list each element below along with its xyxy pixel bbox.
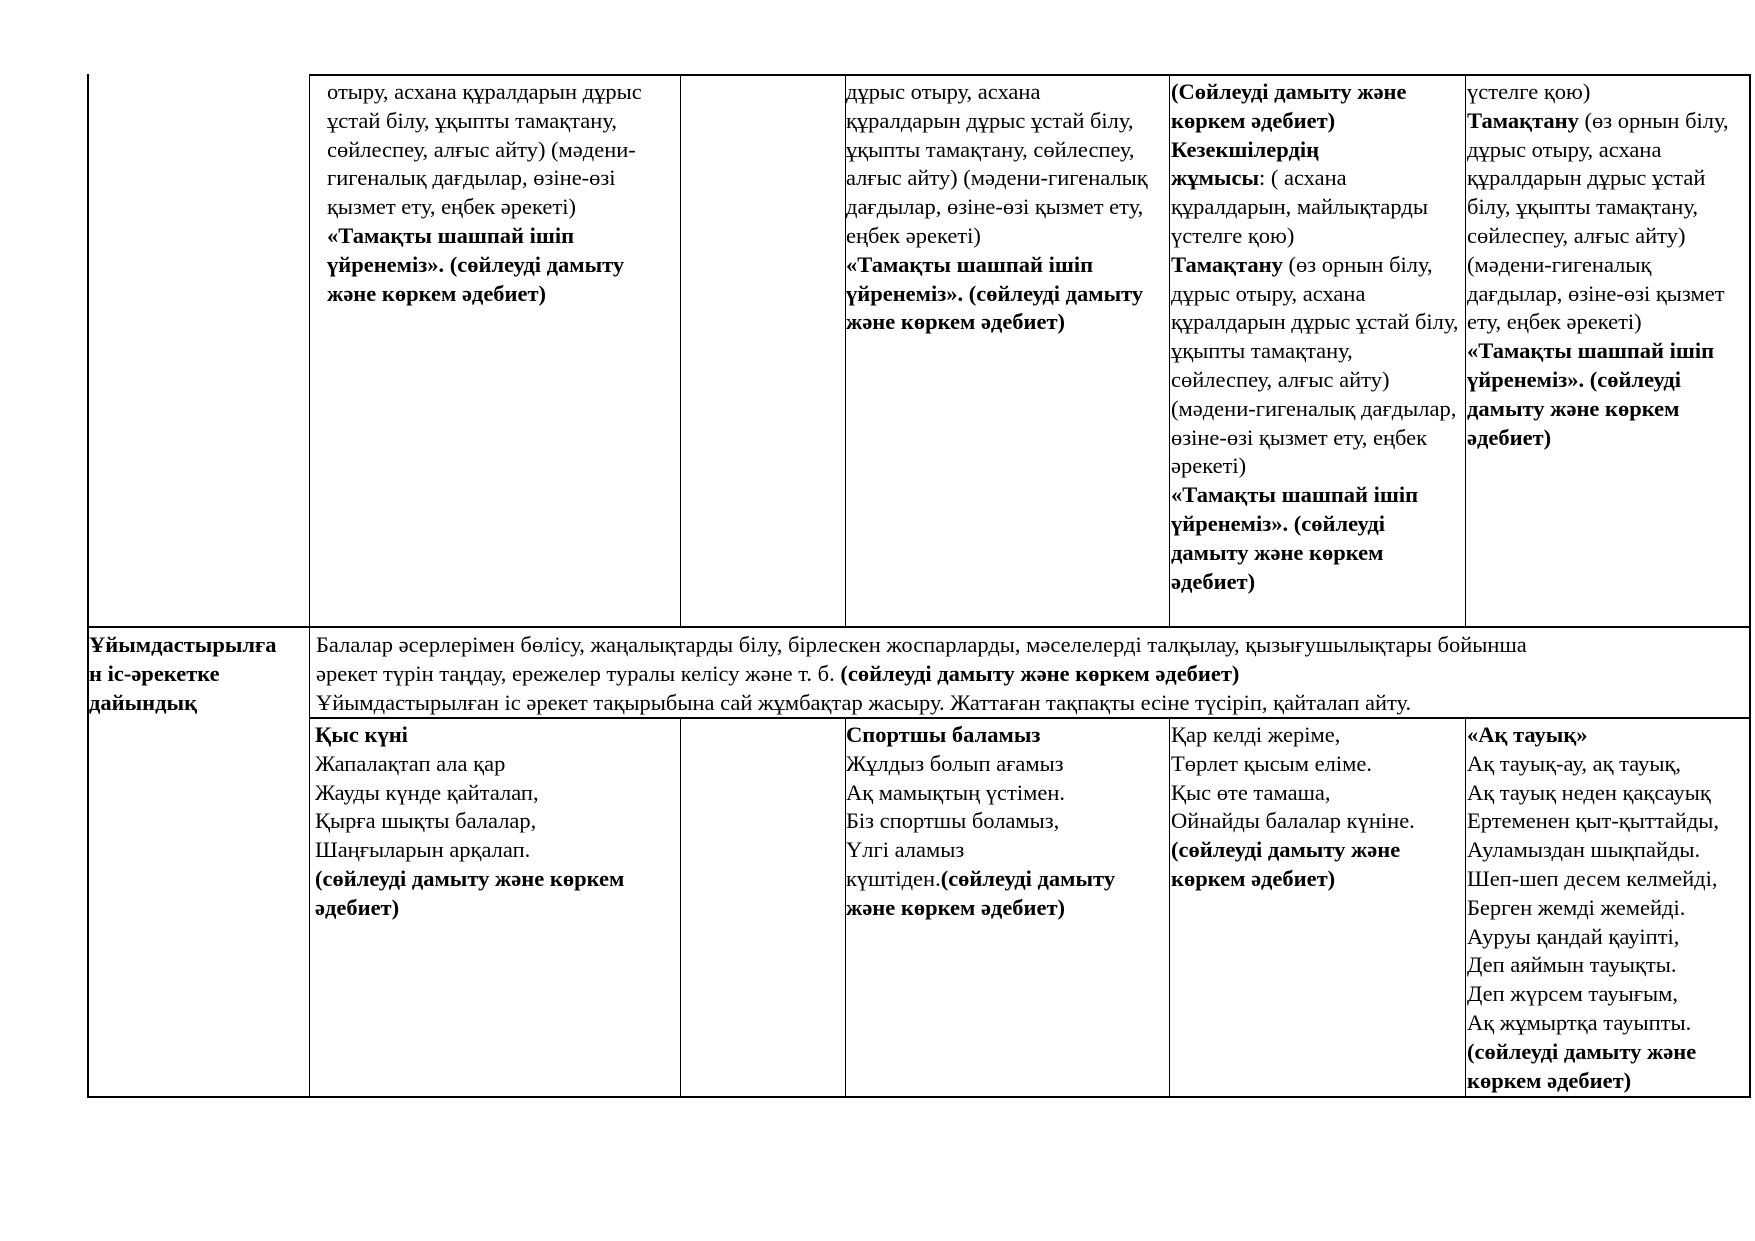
text-line	[315, 865, 680, 894]
text-line	[1467, 222, 1749, 251]
text-run: құралдарын дұрыс ұстай білу,	[846, 107, 1134, 133]
bold-text-run: Ұйымдастырылға	[89, 632, 277, 657]
text-line	[327, 222, 680, 251]
bold-text-run: «Тамақты шашпай ішіп	[1467, 338, 1715, 364]
text-run: әрекет түрін таңдау, ережелер туралы келісу және т. б.	[316, 660, 841, 686]
bold-text-run: дамыту және көркем	[1171, 539, 1384, 565]
text-run: сөйлеспеу, алғыс айту)	[1467, 222, 1686, 248]
column-line-2-top	[680, 74, 681, 627]
text-line	[846, 865, 1169, 894]
bold-text-run: «Ақ тауық»	[1467, 722, 1588, 747]
text-line	[1467, 366, 1749, 395]
text-line	[846, 136, 1169, 165]
text-run: : ( асхана	[1259, 165, 1347, 191]
text-run: Деп аяймын тауықты.	[1467, 952, 1677, 978]
text-line	[1467, 107, 1749, 136]
text-line	[1467, 865, 1749, 894]
text-line	[1171, 222, 1465, 251]
top-row-col2-cell	[327, 78, 680, 308]
text-run: білу, ұқыпты тамақтану,	[1467, 194, 1698, 220]
text-line	[1467, 337, 1749, 366]
text-run: дұрыс отыру, асхана	[1467, 136, 1662, 162]
text-line	[846, 222, 1169, 251]
bold-text-run: үйренеміз». (сөйлеуді	[1171, 510, 1385, 536]
text-run: Ақ тауық неден қақсауық	[1467, 779, 1711, 805]
text-line	[846, 193, 1169, 222]
bold-text-run: көркем әдебиет)	[1467, 1067, 1632, 1093]
text-line	[1171, 481, 1465, 510]
text-run: ұқыпты тамақтану,	[1171, 338, 1353, 364]
prep-row-label	[89, 631, 309, 717]
text-line	[89, 689, 309, 718]
text-run: Жауды күнде қайталап,	[315, 779, 539, 805]
text-line	[315, 836, 680, 865]
text-run: ұқыпты тамақтану, сөйлеспеу,	[846, 136, 1135, 162]
prep-row-merged-text	[316, 631, 1749, 717]
text-line	[846, 750, 1169, 779]
column-line-2-bottom	[680, 718, 681, 1098]
text-line	[1171, 865, 1465, 894]
text-line	[316, 660, 1749, 689]
bold-text-run: «Тамақты шашпай ішіп	[1171, 482, 1419, 508]
text-run: Ойнайды балалар күніне.	[1171, 808, 1415, 834]
table-bottom-border	[87, 1096, 1751, 1098]
text-line	[846, 107, 1169, 136]
text-line	[1467, 779, 1749, 808]
text-line	[89, 631, 309, 660]
text-line	[315, 721, 680, 750]
text-run: Деп жүрсем тауығым,	[1467, 981, 1678, 1007]
text-line	[1171, 807, 1465, 836]
table-right-border	[1749, 74, 1751, 1098]
bold-text-run: «Тамақты шашпай ішіп	[327, 222, 575, 248]
text-line	[315, 779, 680, 808]
bold-text-run: дайындық	[89, 689, 198, 715]
text-line	[327, 78, 680, 107]
top-row-col4-cell	[846, 78, 1169, 337]
text-run: құралдарын, майлықтарды	[1171, 194, 1428, 220]
bold-text-run: Тамақтану	[1171, 251, 1283, 277]
text-line	[1171, 251, 1465, 280]
text-run: Қар келді жеріме,	[1171, 722, 1341, 747]
prep-row-col2-cell	[315, 721, 680, 923]
row-separator	[87, 626, 1751, 628]
text-run: құралдарын дұрыс ұстай білу,	[1171, 309, 1459, 335]
text-line	[1467, 308, 1749, 337]
text-line	[327, 251, 680, 280]
bold-text-run: Қыс күні	[315, 722, 408, 747]
bold-text-run: н іс-әрекетке	[89, 660, 220, 686]
text-line	[846, 721, 1169, 750]
text-line	[1171, 308, 1465, 337]
text-line	[1171, 164, 1465, 193]
text-line	[315, 750, 680, 779]
text-run: үстелге қою)	[1467, 79, 1591, 104]
text-run: өзіне-өзі қызмет ету, еңбек	[1171, 424, 1428, 450]
bold-text-run: (сөйлеуді дамыту және	[1171, 837, 1401, 863]
text-line	[1171, 721, 1465, 750]
bold-text-run: және көркем әдебиет)	[327, 280, 547, 306]
text-line	[327, 193, 680, 222]
text-run: еңбек әрекеті)	[846, 222, 981, 248]
bold-text-run: (сөйлеуді дамыту	[940, 865, 1116, 891]
text-run: Жұлдыз болып ағамыз	[846, 750, 1064, 776]
bold-text-run: (Сөйлеуді дамыту және	[1171, 79, 1407, 104]
prep-row-col4-cell	[846, 721, 1169, 923]
column-line-5-bottom	[1465, 718, 1466, 1098]
text-line	[1467, 395, 1749, 424]
text-line	[1171, 107, 1465, 136]
bold-text-run: Кезекшілердің	[1171, 136, 1320, 162]
text-run: Берген жемді жемейді.	[1467, 894, 1686, 920]
text-line	[1171, 424, 1465, 453]
text-line	[846, 164, 1169, 193]
text-line	[1171, 836, 1465, 865]
bold-text-run: «Тамақты шашпай ішіп	[846, 251, 1094, 277]
text-line	[327, 136, 680, 165]
top-row-col5-cell	[1171, 78, 1465, 596]
text-line	[315, 894, 680, 923]
text-line	[1171, 568, 1465, 597]
prep-row-col6-cell	[1467, 721, 1749, 1095]
column-line-5-top	[1465, 74, 1466, 627]
text-line	[1467, 980, 1749, 1009]
text-run: сөйлеспеу, алғыс айту) (мәдени-	[327, 136, 636, 162]
text-line	[846, 308, 1169, 337]
text-line	[846, 78, 1169, 107]
text-run: (өз орнын білу,	[1282, 251, 1433, 277]
bold-text-run: үйренеміз». (сөйлеуді дамыту	[327, 251, 625, 277]
text-line	[1171, 366, 1465, 395]
text-line	[1467, 78, 1749, 107]
text-line	[1171, 280, 1465, 309]
bold-text-run: дамыту және көркем	[1467, 395, 1680, 421]
text-line	[1467, 807, 1749, 836]
text-line	[1467, 1009, 1749, 1038]
text-run: Ақ жұмыртқа тауыпты.	[1467, 1009, 1692, 1035]
text-line	[1171, 395, 1465, 424]
text-line	[1171, 78, 1465, 107]
text-run: қызмет ету, еңбек әрекеті)	[327, 194, 576, 220]
text-line	[1171, 779, 1465, 808]
text-line	[1467, 280, 1749, 309]
text-run: әрекеті)	[1171, 453, 1247, 479]
text-line	[846, 251, 1169, 280]
text-line	[1467, 1038, 1749, 1067]
text-line	[327, 107, 680, 136]
column-line-4-top	[1169, 74, 1170, 627]
text-run: Жапалақтап ала қар	[315, 750, 506, 776]
text-line	[1467, 951, 1749, 980]
bold-text-run: және көркем әдебиет)	[846, 894, 1066, 920]
text-line	[316, 631, 1749, 660]
text-run: дағдылар, өзіне-өзі қызмет ету,	[846, 194, 1144, 220]
text-run: үстелге қою)	[1171, 222, 1295, 248]
text-run: Шеп-шеп десем келмейді,	[1467, 865, 1718, 891]
text-line	[1467, 721, 1749, 750]
text-run: Ұйымдастырылған іс әрекет тақырыбына сай жұмбақтар жасыру. Жаттаған тақпақты есіне түсіріп, қайталап айту.	[316, 689, 1412, 715]
text-line	[89, 660, 309, 689]
column-line-1	[309, 74, 310, 1098]
text-run: ету, еңбек әрекеті)	[1467, 309, 1642, 335]
text-run: құралдарын дұрыс ұстай	[1467, 165, 1706, 191]
text-run: Үлгі аламыз	[846, 837, 965, 863]
bold-text-run: (сөйлеуді дамыту және көркем	[315, 865, 625, 891]
bold-text-run: (сөйлеуді дамыту және	[1467, 1038, 1697, 1064]
text-run: Ауруы қандай қауіпті,	[1467, 923, 1680, 949]
text-run: гигеналық дағдылар, өзіне-өзі	[327, 165, 616, 191]
bold-text-run: жұмысы	[1171, 165, 1260, 191]
bold-text-run: әдебиет)	[1171, 568, 1256, 594]
text-run: (өз орнын білу,	[1578, 107, 1729, 133]
text-line	[846, 280, 1169, 309]
text-line	[1467, 193, 1749, 222]
text-run: алғыс айту) (мәдени-гигеналық	[846, 165, 1148, 191]
bold-text-run: үйренеміз». (сөйлеуді	[1467, 366, 1681, 392]
text-run: дұрыс отыру, асхана	[1171, 280, 1366, 306]
table-left-border	[87, 74, 89, 1098]
text-run: Балалар әсерлерімен бөлісу, жаңалықтарды білу, бірлескен жоспарларды, мәселелерді талқылау, қызығушылықтары бойынша	[316, 632, 1527, 657]
bold-text-run: әдебиет)	[315, 894, 400, 920]
text-line	[846, 894, 1169, 923]
bold-text-run: көркем әдебиет)	[1171, 107, 1336, 133]
text-line	[1467, 1067, 1749, 1096]
text-run: Біз спортшы боламыз,	[846, 808, 1060, 834]
text-run: Ақ мамықтың үстімен.	[846, 779, 1065, 805]
text-line	[327, 164, 680, 193]
text-line	[1171, 750, 1465, 779]
bold-text-run: әдебиет)	[1467, 424, 1552, 450]
text-line	[1171, 452, 1465, 481]
text-run: Төрлет қысым еліме.	[1171, 750, 1372, 776]
text-line	[316, 689, 1749, 718]
bold-text-run: Спортшы баламыз	[846, 722, 1041, 747]
text-line	[315, 807, 680, 836]
text-run: дағдылар, өзіне-өзі қызмет	[1467, 280, 1725, 306]
text-run: ұстай білу, ұқыпты тамақтану,	[327, 107, 617, 133]
top-row-col6-cell	[1467, 78, 1749, 452]
text-line	[846, 779, 1169, 808]
text-line	[1467, 251, 1749, 280]
text-line	[1467, 894, 1749, 923]
text-line	[1171, 337, 1465, 366]
text-run: Қырға шықты балалар,	[315, 808, 537, 834]
text-line	[1171, 510, 1465, 539]
text-line	[1467, 923, 1749, 952]
text-line	[1467, 164, 1749, 193]
bold-text-run: үйренеміз». (сөйлеуді дамыту	[846, 280, 1144, 306]
text-run: күштіден.	[846, 865, 941, 891]
text-run: Ақ тауық-ау, ақ тауық,	[1467, 750, 1682, 776]
text-line	[1171, 136, 1465, 165]
prep-row-col5-cell	[1171, 721, 1465, 894]
text-run: Қыс өте тамаша,	[1171, 779, 1331, 805]
text-line	[846, 836, 1169, 865]
bold-text-run: және көркем әдебиет)	[846, 309, 1066, 335]
table-top-border	[310, 74, 1750, 76]
text-line	[846, 807, 1169, 836]
column-line-4-bottom	[1169, 718, 1170, 1098]
text-run: (мәдени-гигеналық дағдылар,	[1171, 395, 1457, 421]
text-line	[1467, 836, 1749, 865]
text-run: дұрыс отыру, асхана	[846, 79, 1041, 104]
text-run: Ертеменен қыт-қыттайды,	[1467, 808, 1720, 834]
text-run: Шаңғыларын арқалап.	[315, 837, 531, 863]
text-line	[1467, 136, 1749, 165]
text-line	[1171, 539, 1465, 568]
text-line	[1467, 750, 1749, 779]
text-run: отыру, асхана құралдарын дұрыс	[327, 79, 642, 104]
text-line	[327, 280, 680, 309]
bold-text-run: (сөйлеуді дамыту және көркем әдебиет)	[840, 660, 1240, 686]
bold-text-run: көркем әдебиет)	[1171, 865, 1336, 891]
text-run: сөйлеспеу, алғыс айту)	[1171, 366, 1390, 392]
text-line	[1467, 424, 1749, 453]
text-line	[1171, 193, 1465, 222]
text-run: (мәдени-гигеналық	[1467, 251, 1652, 277]
text-run: Ауламыздан шықпайды.	[1467, 837, 1701, 863]
bold-text-run: Тамақтану	[1467, 107, 1579, 133]
